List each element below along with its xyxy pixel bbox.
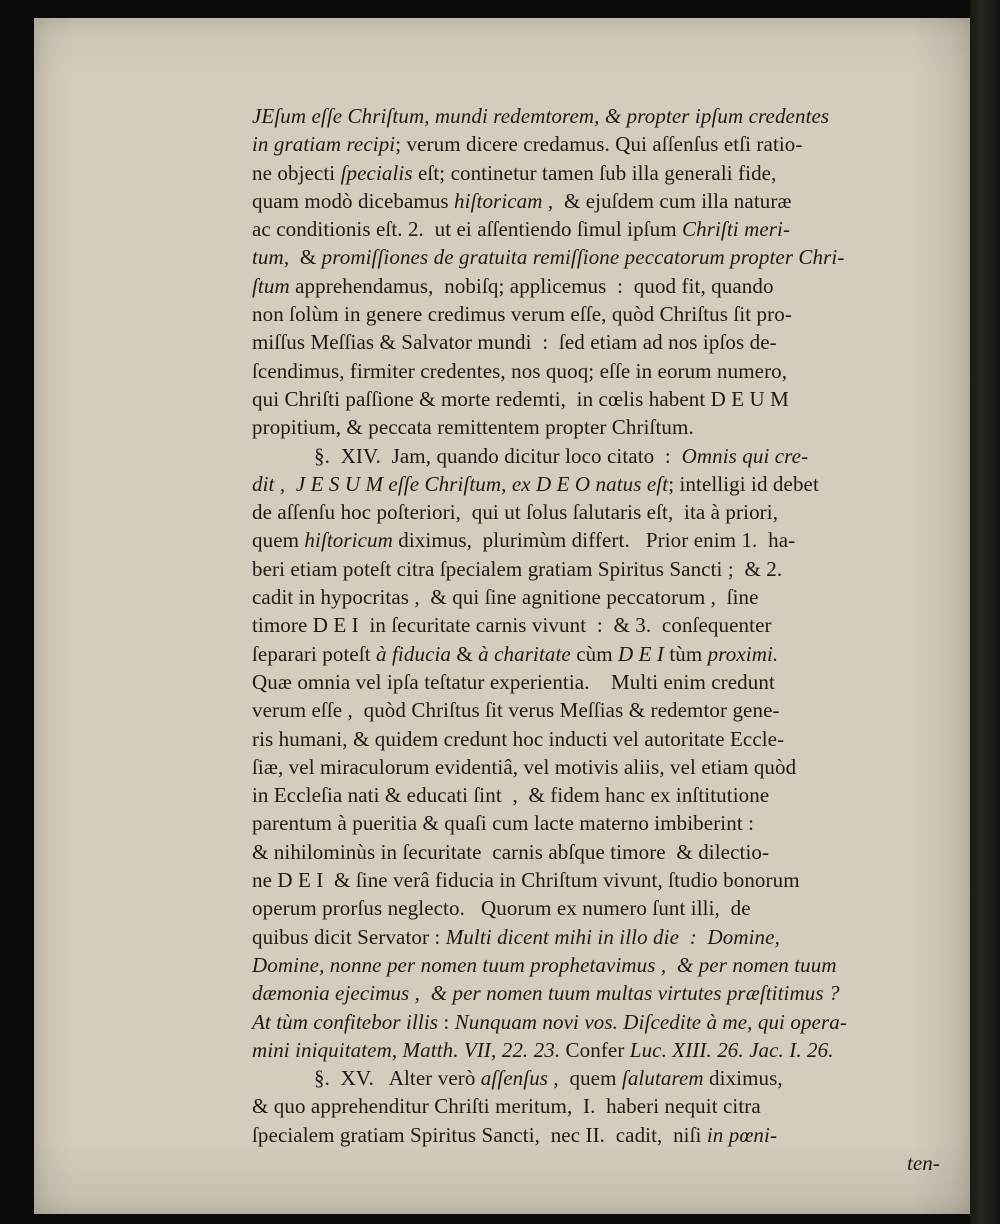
- text-segment: ac conditionis eſt. 2. ut ei aſſentiendo ſimul ipſum: [252, 217, 682, 242]
- text-segment: verum eſſe , quòd Chriſtus ſit verus Meſſias & redemtor gene-: [252, 698, 780, 723]
- text-segment: , & ejuſdem cum illa naturæ: [542, 188, 792, 213]
- text-line: [252, 923, 952, 951]
- text-line: [252, 894, 952, 922]
- italic-text-segment: ſalutarem: [621, 1066, 704, 1091]
- text-line: [252, 357, 952, 385]
- text-segment: apprehendamus, nobiſq; applicemus : quod fit, quando: [289, 273, 774, 298]
- text-line: [252, 583, 952, 611]
- italic-text-segment: tum: [252, 245, 284, 270]
- italic-text-segment: in pœni-: [706, 1122, 778, 1147]
- italic-text-segment: Domine, nonne per nomen tuum prophetavimus , & per nomen tuum: [252, 952, 837, 977]
- text-segment: quem: [252, 528, 305, 553]
- text-line: [252, 272, 952, 300]
- text-line: [252, 781, 952, 809]
- text-line: [252, 1092, 952, 1120]
- text-segment: & nihilominùs in ſecuritate carnis abſque timore & dilectio-: [252, 839, 770, 864]
- text-segment: ſcendimus, firmiter credentes, nos quoq; eſſe in eorum numero,: [252, 358, 788, 383]
- italic-text-segment: hiſtoricum: [304, 528, 393, 553]
- text-segment: ne D E I & ſine verâ fiducia in Chriſtum vivunt, ſtudio bonorum: [252, 868, 800, 893]
- text-segment: , quem: [548, 1066, 622, 1091]
- text-segment: ; verum dicere credamus. Qui aſſenſus etſi ratio-: [395, 132, 803, 157]
- text-segment: ſpecialem gratiam Spiritus Sancti, nec II. cadit, niſi: [252, 1122, 707, 1147]
- page-body-text: [252, 102, 952, 1177]
- text-segment: cadit in hypocritas , & qui ſine agnitione peccatorum , ſine: [252, 585, 759, 610]
- italic-text-segment: ſpecialis: [340, 160, 413, 185]
- text-segment: diximus,: [703, 1066, 783, 1091]
- text-line: [252, 413, 952, 441]
- italic-text-segment: dæmonia ejecimus , & per nomen tuum multas virtutes præſtitimus ?: [252, 981, 840, 1006]
- text-segment: miſſus Meſſias & Salvator mundi : ſed etiam ad nos ipſos de-: [252, 330, 777, 355]
- italic-text-segment: proximi.: [707, 641, 779, 666]
- text-line: [252, 979, 952, 1007]
- italic-text-segment: hiſtoricam: [454, 188, 543, 213]
- text-segment: qui Chriſti paſſione & morte redemti, in cœlis habent D E U M: [252, 386, 789, 411]
- text-segment: quam modò dicebamus: [252, 188, 455, 213]
- text-line: [252, 725, 952, 753]
- italic-text-segment: in gratiam recipi: [252, 132, 396, 157]
- italic-text-segment: à charitate: [478, 641, 571, 666]
- text-segment: eſt; continetur tamen ſub illa generali fide,: [412, 160, 777, 185]
- text-line: [252, 498, 952, 526]
- italic-text-segment: Luc. XIII. 26. Jac. I. 26.: [629, 1037, 834, 1062]
- text-line: [252, 526, 952, 554]
- text-segment: diximus, plurimùm differt. Prior enim 1. ha-: [392, 528, 796, 553]
- text-line: [252, 215, 952, 243]
- italic-text-segment: dit , J E S U M eſſe Chriſtum, ex D E O natus eſt: [252, 471, 669, 496]
- italic-text-segment: ſtum: [252, 273, 290, 298]
- text-line: [252, 838, 952, 866]
- text-line: [252, 668, 952, 696]
- italic-text-segment: Nunquam novi vos. Diſcedite à me, qui opera-: [454, 1009, 847, 1034]
- italic-text-segment: D E I: [618, 641, 664, 666]
- text-line: [252, 809, 952, 837]
- text-segment: timore D E I in ſecuritate carnis vivunt : & 3. conſequenter: [252, 613, 772, 638]
- text-segment: §. XIV. Jam, quando dicitur loco citato :: [314, 443, 682, 468]
- text-line: [252, 328, 952, 356]
- text-segment: ſiæ, vel miraculorum evidentiâ, vel motivis aliis, vel etiam quòd: [252, 754, 797, 779]
- text-line: [252, 470, 952, 498]
- text-segment: cùm: [570, 641, 618, 666]
- italic-text-segment: Multi dicent mihi in illo die : Domine,: [445, 924, 780, 949]
- text-segment: ſeparari poteſt: [252, 641, 377, 666]
- text-line: [252, 385, 952, 413]
- text-segment: §. XV. Alter verò: [314, 1066, 481, 1091]
- text-segment: Confer: [560, 1037, 630, 1062]
- text-line: [252, 951, 952, 979]
- italic-text-segment: ten-: [906, 1150, 940, 1175]
- text-line: [252, 102, 952, 130]
- italic-text-segment: mini iniquitatem, Matth. VII, 22. 23.: [252, 1037, 561, 1062]
- text-line: [252, 243, 952, 271]
- book-spine: [970, 0, 1000, 1224]
- text-segment: propitium, & peccata remittentem propter Chriſtum.: [252, 415, 694, 440]
- text-line: [252, 442, 952, 470]
- italic-text-segment: promiſſiones de gratuita remiſſione peccatorum propter Chri-: [321, 245, 845, 270]
- text-line: [252, 159, 952, 187]
- text-segment: in Eccleſia nati & educati ſint , & fidem hanc ex inſtitutione: [252, 783, 770, 808]
- text-line: [252, 753, 952, 781]
- text-segment: operum prorſus neglecto. Quorum ex numero ſunt illi, de: [252, 896, 751, 921]
- text-line: [252, 1149, 952, 1177]
- text-segment: ; intelligi id debet: [668, 471, 819, 496]
- text-segment: Quæ omnia vel ipſa teſtatur experientia. Multi enim credunt: [252, 669, 775, 694]
- text-segment: quibus dicit Servator :: [252, 924, 446, 949]
- text-segment: ris humani, & quidem credunt hoc inducti vel autoritate Eccle-: [252, 726, 785, 751]
- text-segment: , &: [283, 245, 322, 270]
- italic-text-segment: JEſum eſſe Chriſtum, mundi redemtorem, & propter ipſum credentes: [252, 104, 830, 128]
- text-line: [252, 611, 952, 639]
- text-line: [252, 696, 952, 724]
- text-line: [252, 866, 952, 894]
- text-segment: :: [438, 1009, 455, 1034]
- text-line: [252, 1064, 952, 1092]
- italic-text-segment: à fiducia: [376, 641, 452, 666]
- text-line: [252, 130, 952, 158]
- text-line: [252, 187, 952, 215]
- text-segment: &: [451, 641, 479, 666]
- italic-text-segment: Omnis qui cre-: [681, 443, 809, 468]
- italic-text-segment: aſſenſus: [480, 1066, 549, 1091]
- text-segment: non ſolùm in genere credimus verum eſſe, quòd Chriſtus ſit pro-: [252, 302, 792, 327]
- text-segment: tùm: [664, 641, 708, 666]
- text-segment: ne objecti: [252, 160, 341, 185]
- text-segment: beri etiam poteſt citra ſpecialem gratiam Spiritus Sancti ; & 2.: [252, 556, 783, 581]
- text-line: [252, 1008, 952, 1036]
- text-segment: parentum à pueritia & quaſi cum lacte materno imbiberint :: [252, 811, 755, 836]
- text-segment: & quo apprehenditur Chriſti meritum, I. haberi nequit citra: [252, 1094, 761, 1119]
- italic-text-segment: At tùm confitebor illis: [252, 1009, 439, 1034]
- text-line: [252, 300, 952, 328]
- italic-text-segment: Chriſti meri-: [682, 217, 791, 242]
- text-line: [252, 1036, 952, 1064]
- text-line: [252, 1121, 952, 1149]
- text-line: [252, 555, 952, 583]
- text-line: [252, 640, 952, 668]
- text-segment: de aſſenſu hoc poſteriori, qui ut ſolus ſalutaris eſt, ita à priori,: [252, 500, 779, 525]
